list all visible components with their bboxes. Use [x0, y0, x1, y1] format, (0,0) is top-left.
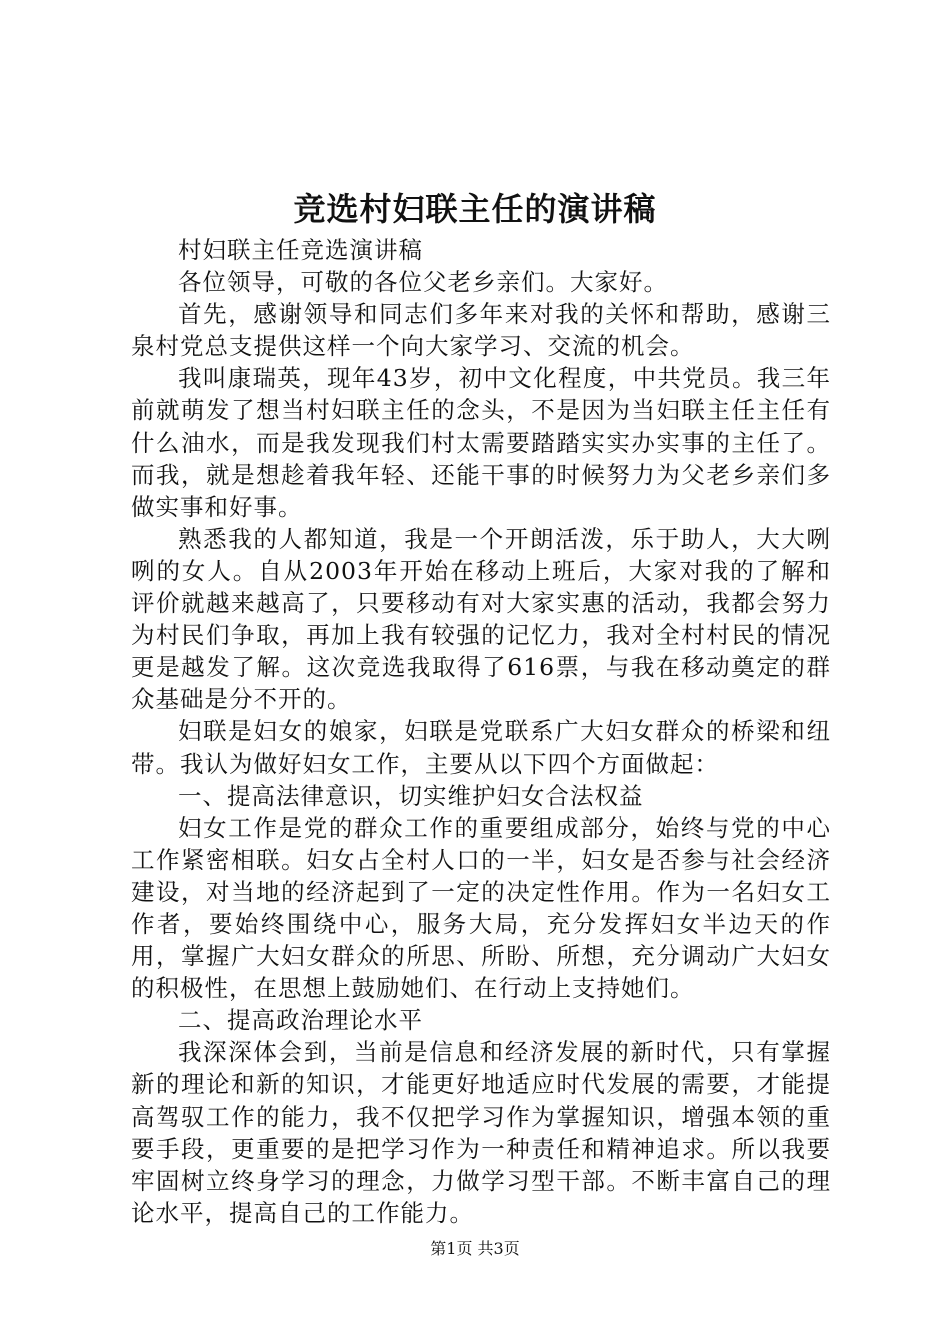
page-footer: 第1页 共3页	[430, 1239, 520, 1258]
paragraph-thanks: 首先，感谢领导和同志们多年来对我的关怀和帮助，感谢三泉村党总支提供这样一个向大家学习、交流的机会。	[131, 300, 831, 361]
document-title: 竞选村妇联主任的演讲稿	[293, 190, 657, 228]
paragraph-section-1: 妇女工作是党的群众工作的重要组成部分，始终与党的中心工作紧密相联。妇女占全村人口的一半，妇女是否参与社会经济建设，对当地的经济起到了一定的决定性作用。作为一名妇女工作者，要始终围绕中心，服务大局，充分发挥妇女半边天的作用，掌握广大妇女群众的所思、所盼、所想，充分调动广大妇女的积极性，在思想上鼓励她们、在行动上支持她们。	[131, 813, 831, 1003]
paragraph-section-2: 我深深体会到，当前是信息和经济发展的新时代，只有掌握新的理论和新的知识，才能更好地适应时代发展的需要，才能提高驾驭工作的能力，我不仅把学习作为掌握知识，增强本领的重要手段，更重要的是把学习作为一种责任和精神追求。所以我要牢固树立终身学习的理念，力做学习型干部。不断丰富自己的理论水平，提高自己的工作能力。	[131, 1038, 831, 1227]
paragraph-subtitle: 村妇联主任竞选演讲稿	[178, 236, 423, 264]
document-body	[131, 234, 831, 1229]
paragraph-greeting: 各位领导，可敬的各位父老乡亲们。大家好。	[178, 268, 668, 297]
paragraph-background: 熟悉我的人都知道，我是一个开朗活泼，乐于助人，大大咧咧的女人。自从2003年开始在移动上班后，大家对我的了解和评价就越来越高了，只要移动有对大家实惠的活动，我都会努力为村民们争取，再加上我有较强的记忆力，我对全村村民的情况更是越发了解。这次竞选我取得了616票，与我在移动奠定的群众基础是分不开的。	[131, 524, 831, 714]
paragraph-introduction: 我叫康瑞英，现年43岁，初中文化程度，中共党员。我三年前就萌发了想当村妇联主任的念头，不是因为当妇联主任主任有什么油水，而是我发现我们村太需要踏踏实实办实事的主任了。而我，就是想趁着我年轻、还能干事的时候努力为父老乡亲们多做实事和好事。	[131, 364, 831, 521]
section-heading-1: 一、提高法律意识，切实维护妇女合法权益	[178, 781, 644, 810]
paragraph-womens-federation: 妇联是妇女的娘家，妇联是党联系广大妇女群众的桥梁和纽带。我认为做好妇女工作，主要从以下四个方面做起：	[131, 717, 831, 778]
section-heading-2: 二、提高政治理论水平	[178, 1006, 423, 1035]
